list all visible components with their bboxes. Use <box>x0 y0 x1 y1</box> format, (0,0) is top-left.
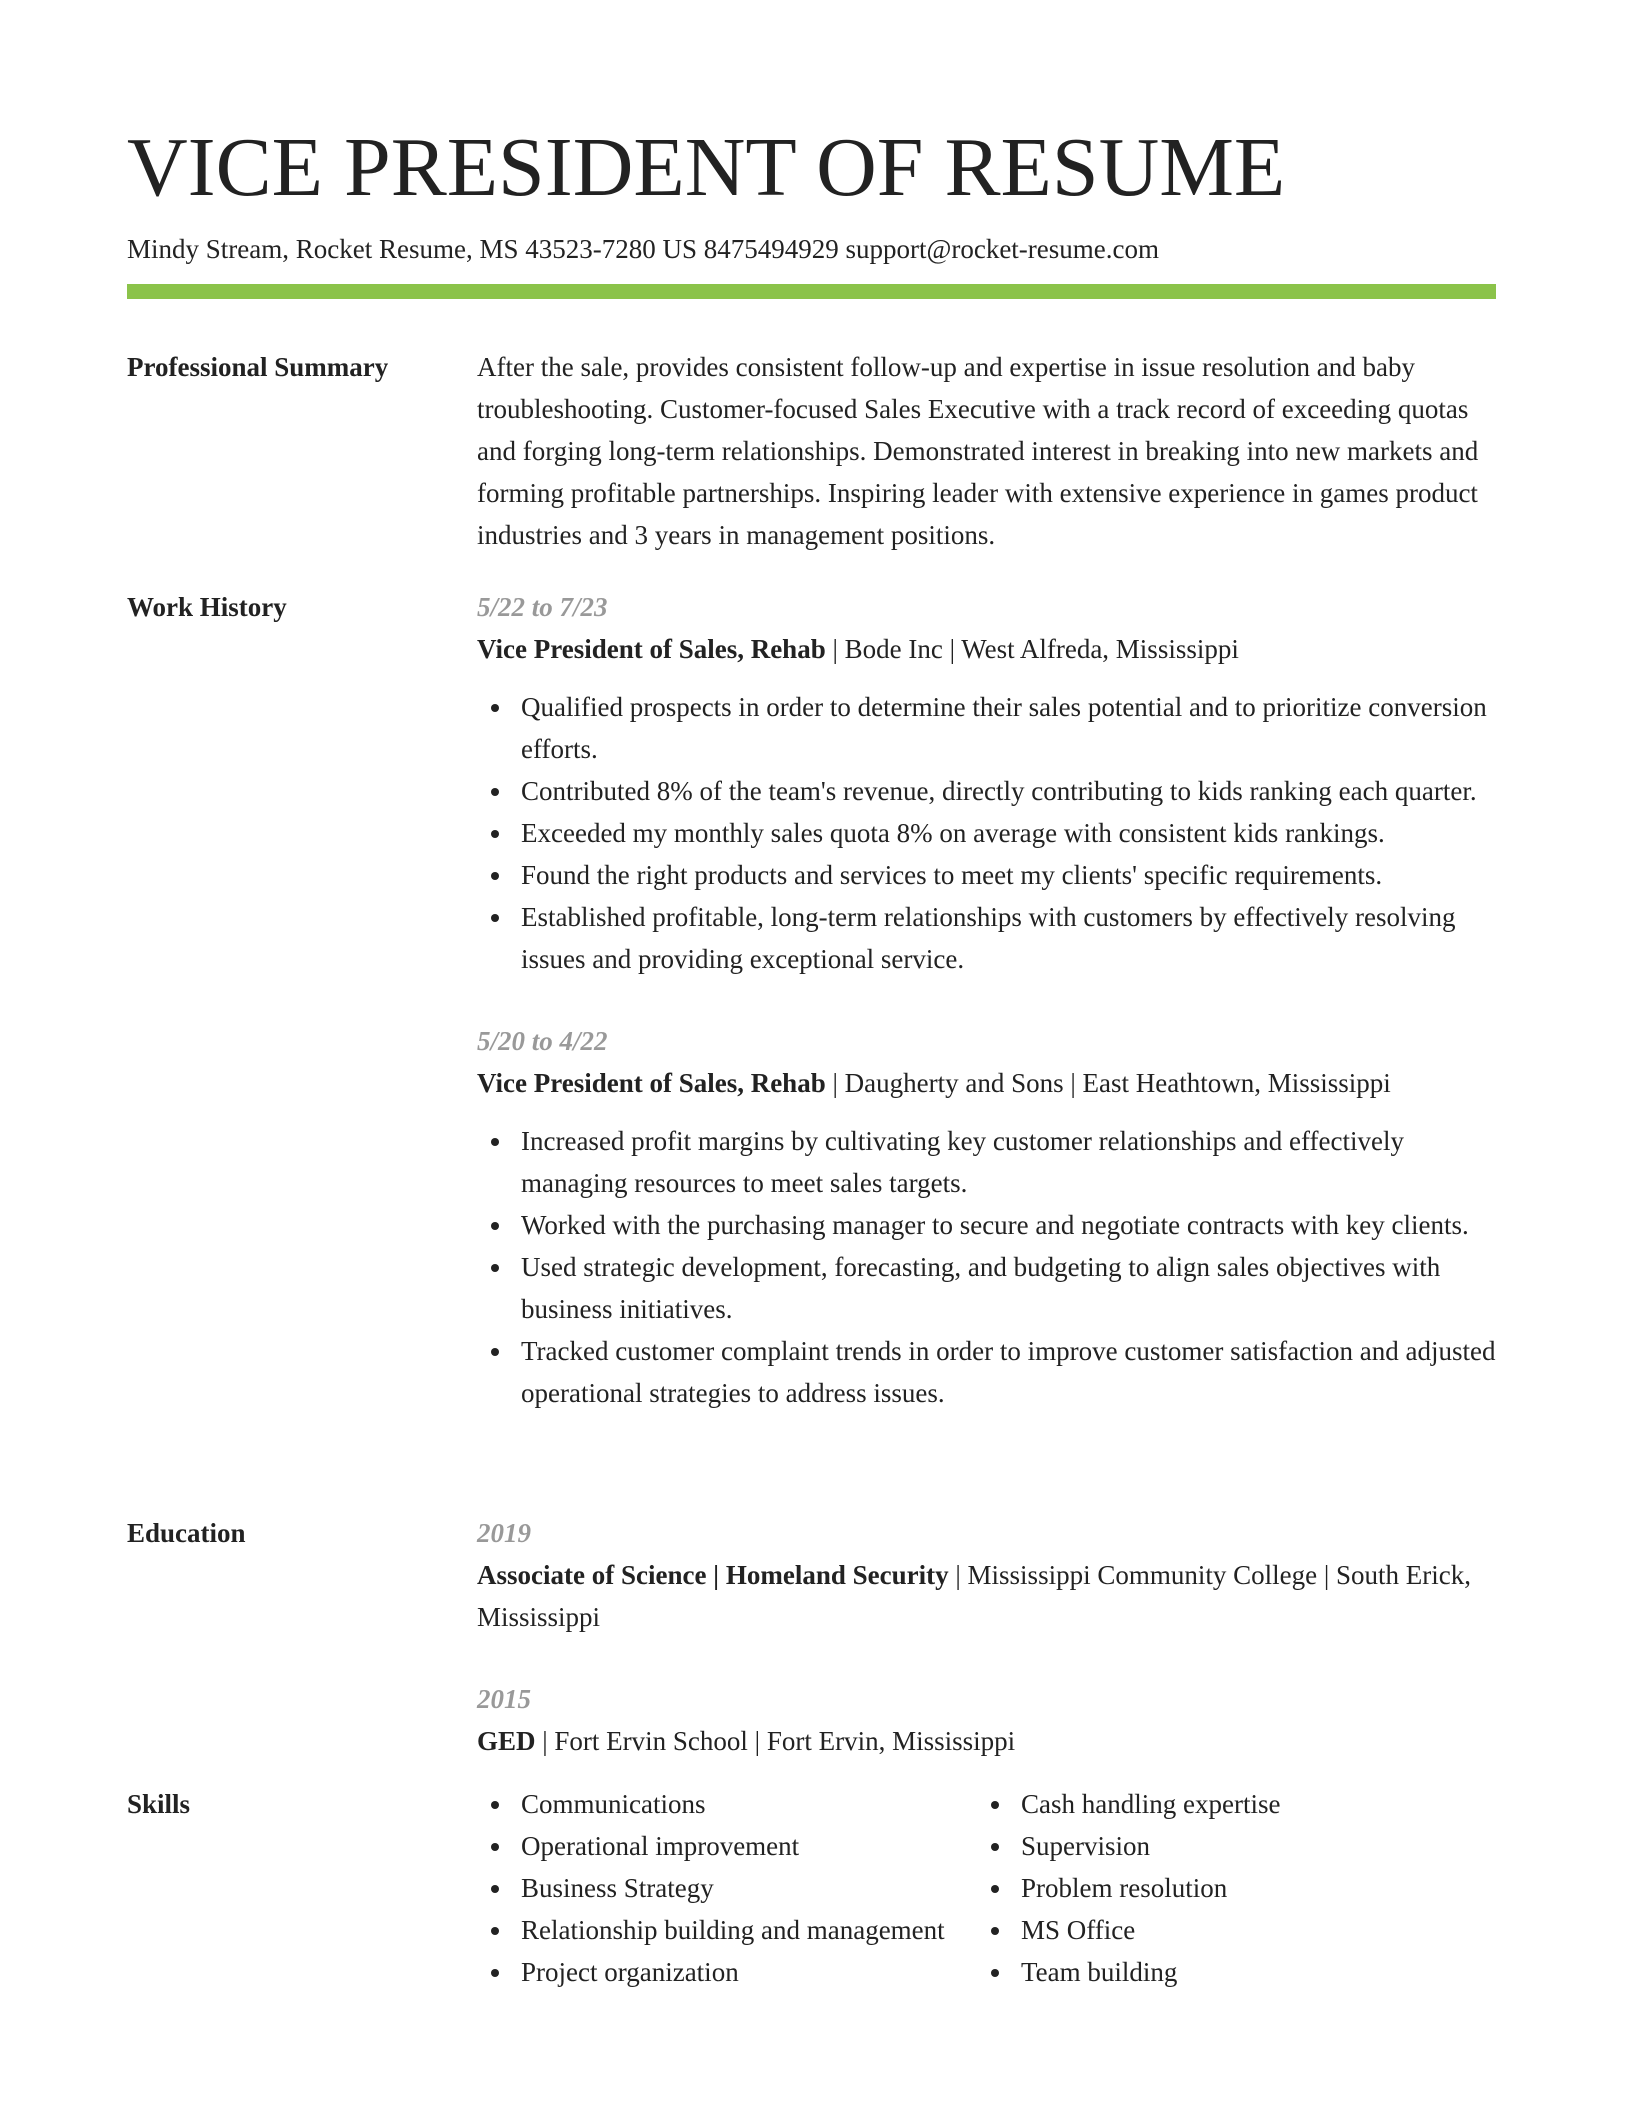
education-heading <box>477 1720 1496 1762</box>
education-date: 2015 <box>477 1684 531 1714</box>
skill-item: Supervision <box>977 1825 1280 1867</box>
skills-list-right <box>977 1783 1280 1993</box>
education-details: | Fort Ervin School | Fort Ervin, Mississippi <box>535 1726 1016 1756</box>
degree-name: Associate of Science | Homeland Security <box>477 1560 949 1590</box>
education-date: 2019 <box>477 1518 531 1548</box>
skills-list-left <box>477 1783 977 1993</box>
education-body <box>477 1512 1496 1762</box>
education-heading <box>477 1554 1496 1638</box>
section-heading-education: Education <box>127 1518 246 1548</box>
job-details: | Bode Inc | West Alfreda, Mississippi <box>825 634 1239 664</box>
degree-name: GED <box>477 1726 536 1756</box>
summary-text: After the sale, provides consistent follow-up and expertise in issue resolution and baby troubleshooting. Customer-focused Sales Executive with a track record of exceeding quotas and forging long-term relationships. Demonstrated interest in breaking into new markets and forming profitable partnerships. Inspiring leader with extensive experience in games product industries and 3 years in management positions. <box>477 352 1479 550</box>
list-item: Tracked customer complaint trends in order to improve customer satisfaction and adjusted operational strategies to address issues. <box>477 1330 1496 1414</box>
job-date: 5/22 to 7/23 <box>477 592 608 622</box>
list-item: Contributed 8% of the team's revenue, directly contributing to kids ranking each quarter. <box>477 770 1496 812</box>
job-date: 5/20 to 4/22 <box>477 1026 608 1056</box>
job-heading <box>477 628 1496 670</box>
skill-item: Relationship building and management <box>477 1909 977 1951</box>
skill-item: Problem resolution <box>977 1867 1280 1909</box>
job-title: Vice President of Sales, Rehab <box>477 1068 826 1098</box>
spacer <box>477 980 1496 1020</box>
skill-item: Cash handling expertise <box>977 1783 1280 1825</box>
resume-title: VICE PRESIDENT OF RESUME <box>127 121 1286 214</box>
accent-divider <box>127 284 1496 299</box>
skills-body <box>477 1783 1496 1993</box>
section-heading-skills: Skills <box>127 1789 191 1819</box>
list-item: Found the right products and services to meet my clients' specific requirements. <box>477 854 1496 896</box>
job-title: Vice President of Sales, Rehab <box>477 634 826 664</box>
list-item: Established profitable, long-term relationships with customers by effectively resolving issues and providing exceptional service. <box>477 896 1496 980</box>
job-entry <box>477 1020 1496 1414</box>
skill-item: Business Strategy <box>477 1867 977 1909</box>
list-item: Increased profit margins by cultivating key customer relationships and effectively managing resources to meet sales targets. <box>477 1120 1496 1204</box>
skill-item: Operational improvement <box>477 1825 977 1867</box>
education-entry <box>477 1678 1496 1762</box>
job-heading <box>477 1062 1496 1104</box>
skill-item: Team building <box>977 1951 1280 1993</box>
job-bullets <box>477 1120 1496 1414</box>
education-entry <box>477 1512 1496 1638</box>
skill-item: MS Office <box>977 1909 1280 1951</box>
spacer <box>477 1638 1496 1678</box>
list-item: Exceeded my monthly sales quota 8% on average with consistent kids rankings. <box>477 812 1496 854</box>
contact-line: Mindy Stream, Rocket Resume, MS 43523-7280 US 8475494929 support@rocket-resume.com <box>127 234 1159 264</box>
list-item: Qualified prospects in order to determine their sales potential and to prioritize conversion efforts. <box>477 686 1496 770</box>
list-item: Used strategic development, forecasting, and budgeting to align sales objectives with business initiatives. <box>477 1246 1496 1330</box>
job-entry <box>477 586 1496 980</box>
skill-item: Project organization <box>477 1951 977 1993</box>
skill-item: Communications <box>477 1783 977 1825</box>
job-details: | Daugherty and Sons | East Heathtown, Mississippi <box>825 1068 1391 1098</box>
education-details: | Mississippi Community College | South Erick, Mississippi <box>477 1560 1471 1632</box>
job-bullets <box>477 686 1496 980</box>
section-heading-summary: Professional Summary <box>127 352 389 382</box>
list-item: Worked with the purchasing manager to secure and negotiate contracts with key clients. <box>477 1204 1496 1246</box>
section-heading-work-history: Work History <box>127 592 287 622</box>
work-history-body <box>477 586 1496 1414</box>
